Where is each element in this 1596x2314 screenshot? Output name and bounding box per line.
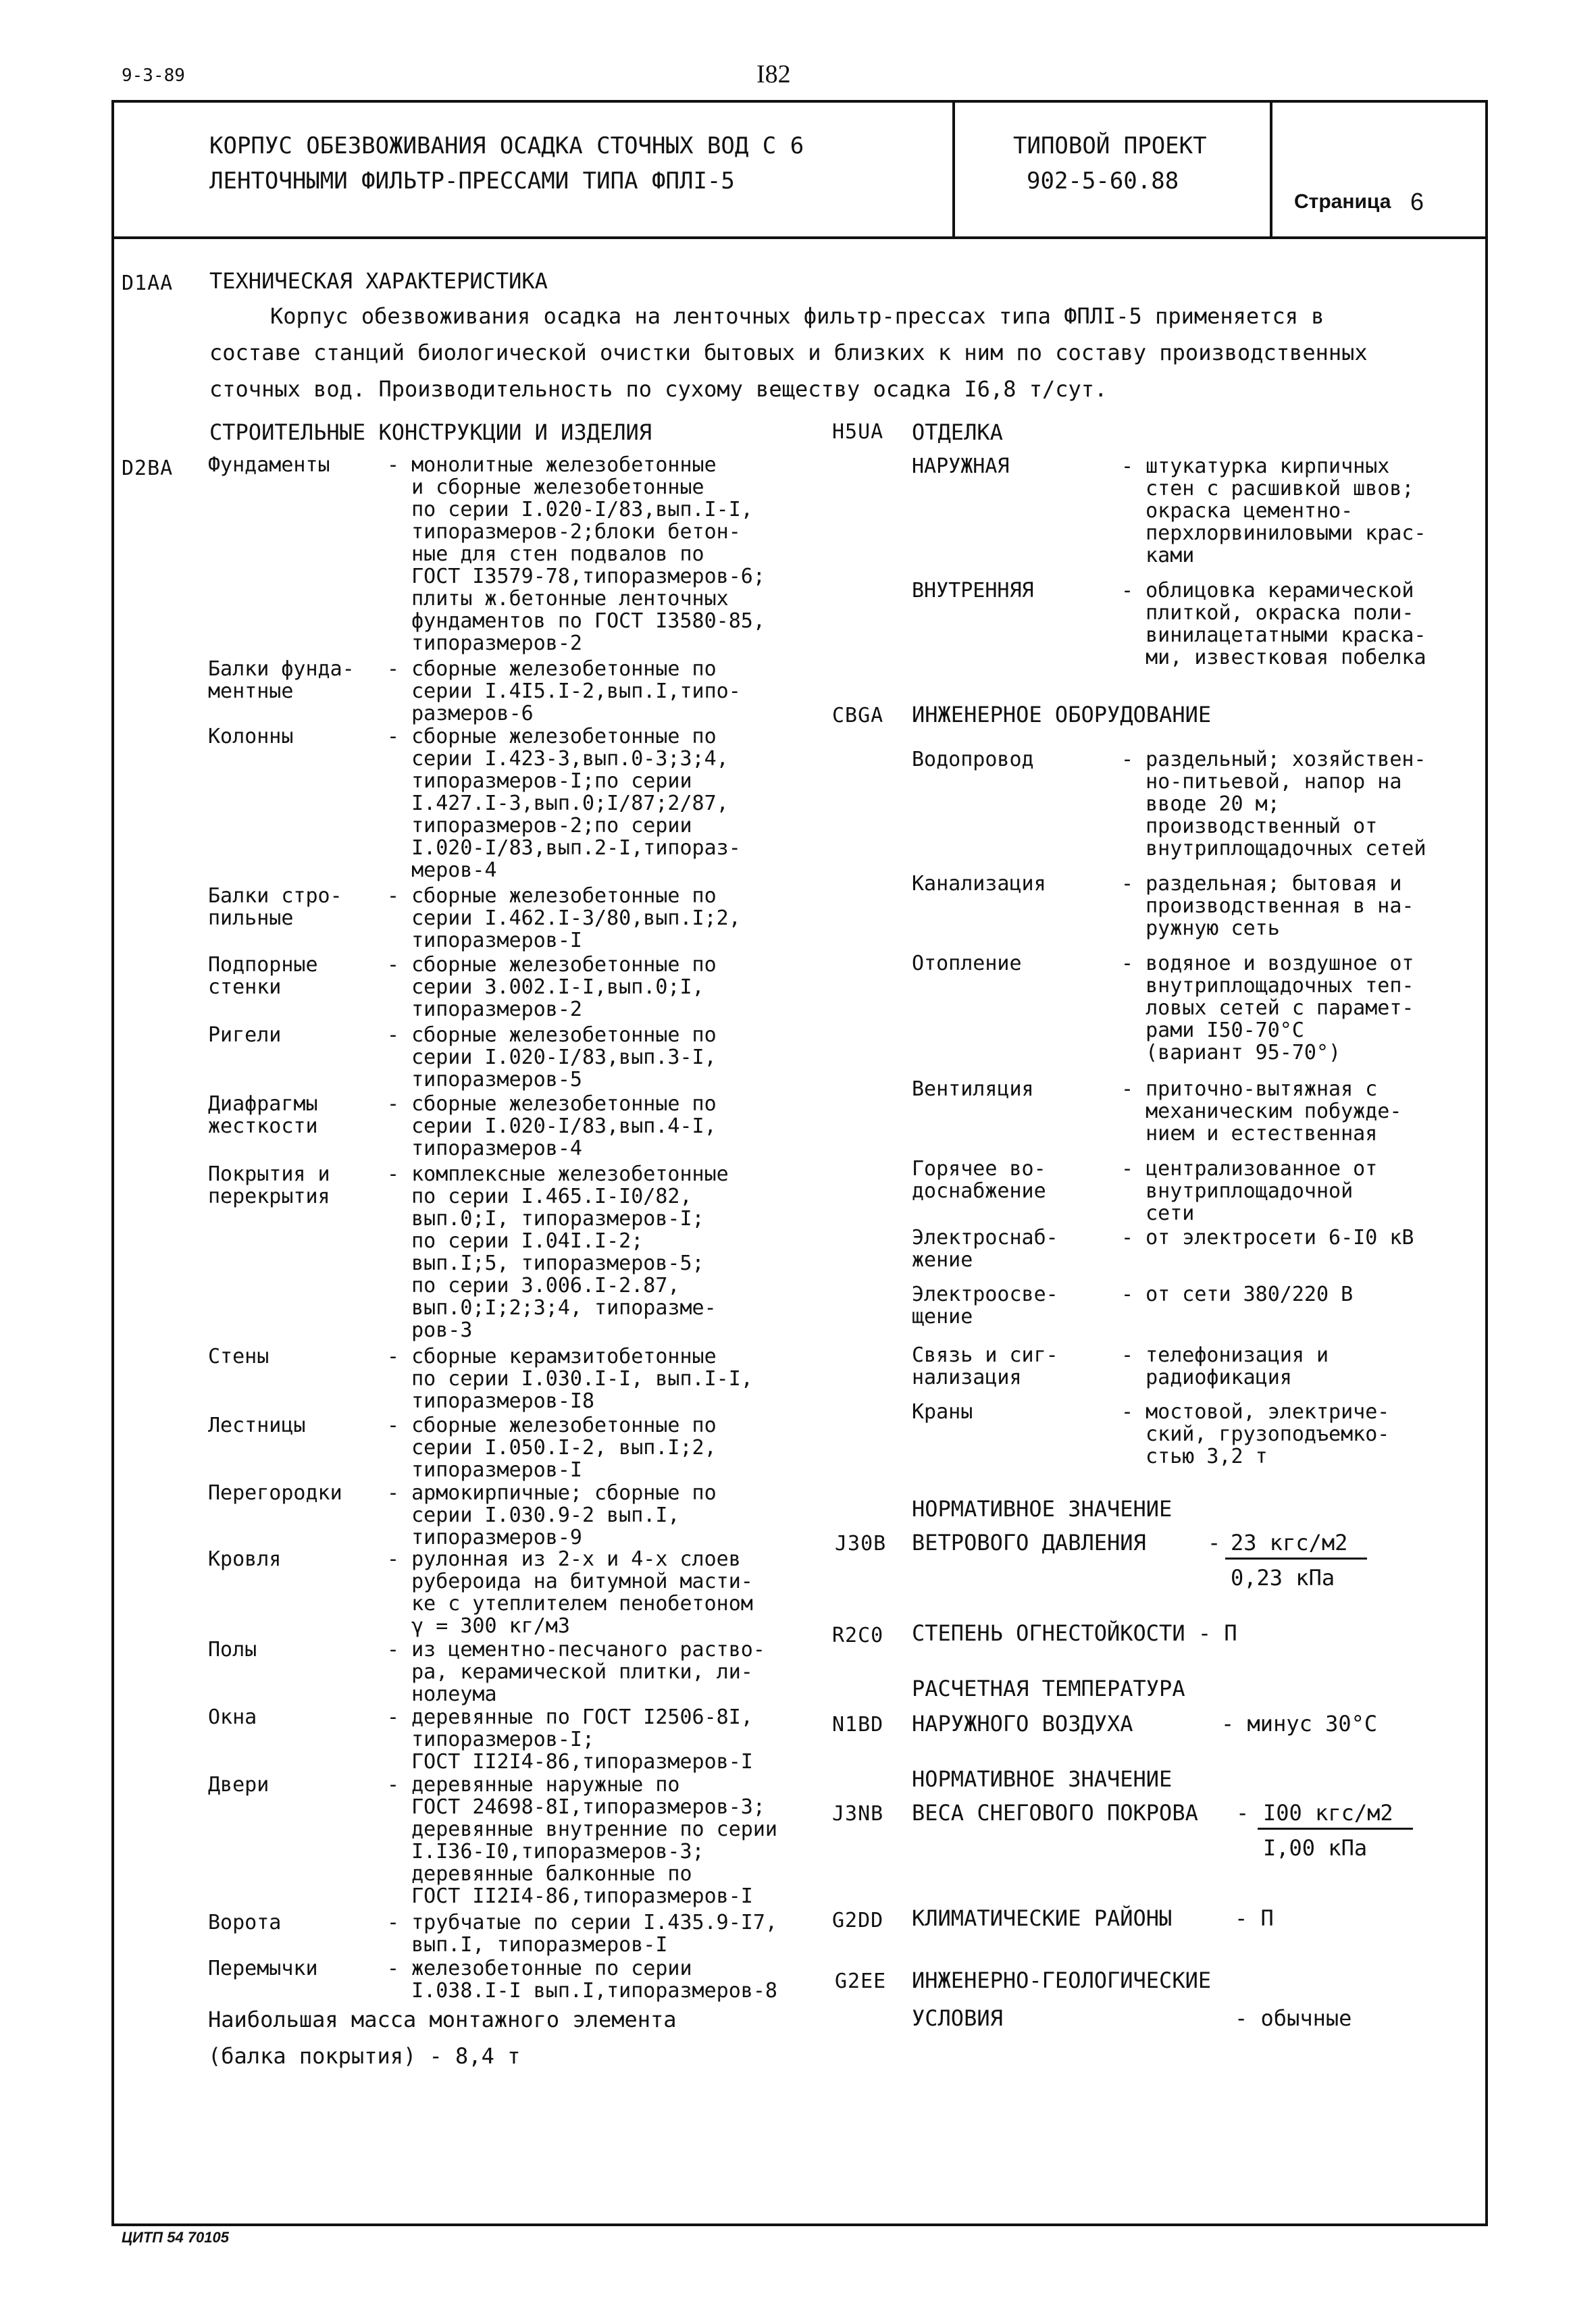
sheet-number: 6 (1410, 188, 1424, 215)
item-description: - раздельный; хозяйствен- но-питьевой, напор на вводе 20 м; производственный от внутриплощадочных сетей (1121, 748, 1426, 860)
engineering-heading: ИНЖЕНЕРНОЕ ОБОРУДОВАНИЕ (912, 702, 1212, 727)
item-description: - сборные железобетонные по серии I.050.I-2, вып.I;2, типоразмеров-I (387, 1414, 717, 1482)
engineering-code: CBGA (832, 704, 884, 727)
item-name: Краны (912, 1400, 973, 1424)
item-description: - деревянные наружные по ГОСТ 24698-8I,типоразмеров-3; деревянные внутренние по серии I.I36-I0,типоразмеров-3; деревянные балконные по ГОСТ II2I4-86,типоразмеров-I (387, 1773, 777, 1908)
item-name: Кровля (208, 1547, 282, 1571)
item-name: Канализация (912, 872, 1046, 896)
item-description: - водяное и воздушное от внутриплощадочных теп- ловых сетей с парамет- рами I50-70°С (вариант 95-70°) (1121, 952, 1414, 1064)
item-description: - из цементно-песчаного раство- ра, керамической плитки, ли- нолеума (387, 1638, 765, 1706)
item-name: Электроснаб- жение (912, 1226, 1058, 1272)
item-name: Вентиляция (912, 1077, 1034, 1101)
header-col-divider-2 (1270, 100, 1272, 239)
item-description: - сборные железобетонные по серии I.020-I/83,вып.4-I, типоразмеров-4 (387, 1092, 717, 1160)
item-name: Покрытия и перекрытия (208, 1162, 330, 1208)
item-name: Балки фунда- ментные (208, 657, 355, 703)
document-code: 9-3-89 (122, 66, 185, 86)
item-name: Стены (208, 1345, 269, 1368)
temperature-label-2: НАРУЖНОГО ВОЗДУХА (912, 1711, 1133, 1737)
snow-fraction-bar (1258, 1828, 1413, 1830)
wind-code: J30B (835, 1532, 887, 1555)
finish-code: H5UA (832, 420, 884, 444)
header-title-line1: КОРПУС ОБЕЗВОЖИВАНИЯ ОСАДКА СТОЧНЫХ ВОД С 6 (209, 132, 804, 159)
snow-label-2: ВЕСА СНЕГОВОГО ПОКРОВА (912, 1800, 1198, 1826)
item-description: - монолитные железобетонные и сборные железобетонные по серии I.020-I/83,вып.I-I, типоразмеров-2;блоки бетон- ные для стен подвалов по ГОСТ I3579-78,типоразмеров-6; плиты ж.бетонные ленточных фундаментов по ГОСТ I3580-85, типоразмеров-2 (387, 453, 765, 655)
temperature-value: - минус 30°С (1221, 1711, 1378, 1737)
item-description: - облицовка керамической плиткой, окраска поли- винилацетатными краска- ми, известковая побелка (1121, 579, 1426, 669)
item-name: Электроосве- щение (912, 1283, 1058, 1329)
header-col-divider-1 (952, 100, 955, 239)
structures-code: D2BA (122, 457, 174, 480)
item-name: Лестницы (208, 1414, 306, 1437)
item-name: Колонны (208, 725, 294, 748)
wind-fraction-bar (1225, 1558, 1367, 1560)
item-description: - сборные керамзитобетонные по серии I.030.I-I, вып.I-I, типоразмеров-I8 (387, 1345, 753, 1413)
item-name: Подпорные стенки (208, 953, 318, 999)
item-description: - армокирпичные; сборные по серии I.030.9-2 вып.I, типоразмеров-9 (387, 1481, 717, 1549)
item-description: - сборные железобетонные по серии I.423-3,вып.0-3;3;4, типоразмеров-I;по серии I.427.I-3,вып.0;I/87;2/87, типоразмеров-2;по серии I.020-I/83,вып.2-I,типораз- меров-4 (387, 725, 741, 882)
item-name: Перегородки (208, 1481, 342, 1505)
item-name: Связь и сиг- нализация (912, 1343, 1058, 1389)
climate-code: G2DD (832, 1909, 884, 1932)
temperature-code: N1BD (832, 1713, 884, 1737)
geology-label-2: УСЛОВИЯ (912, 2005, 1003, 2031)
item-name: Окна (208, 1705, 257, 1729)
tech-line-1: Корпус обезвоживания осадка на ленточных фильтр-прессах типа ФПЛI-5 применяется в (270, 303, 1324, 329)
climate-value: - П (1235, 1905, 1274, 1931)
item-name: Перемычки (208, 1957, 318, 1980)
item-description: - раздельная; бытовая и производственная в на- ружную сеть (1121, 872, 1414, 940)
item-name: ВНУТРЕННЯЯ (912, 579, 1034, 602)
snow-value-numerator: I00 кгс/м2 (1263, 1800, 1393, 1826)
max-mass-line2: (балка покрытия) - 8,4 т (208, 2043, 521, 2069)
item-name: Полы (208, 1638, 257, 1662)
tech-code: D1AA (122, 272, 174, 295)
project-label: ТИПОВОЙ ПРОЕКТ (1013, 132, 1207, 159)
item-description: - трубчатые по серии I.435.9-I7, вып.I, типоразмеров-I (387, 1911, 777, 1957)
item-description: - телефонизация и радиофикация (1121, 1343, 1329, 1389)
item-description: - мостовой, электриче- ский, грузоподъемко- стью 3,2 т (1121, 1400, 1390, 1468)
project-number: 902-5-60.88 (1027, 168, 1179, 195)
snow-value-denominator: I,00 кПа (1263, 1835, 1368, 1861)
item-description: - комплексные железобетонные по серии I.465.I-I0/82, вып.0;I, типоразмеров-I; по серии I.04I.I-2; вып.I;5, типоразмеров-5; по серии 3.006.I-2.87, вып.0;I;2;3;4, типоразме- ров-3 (387, 1162, 729, 1342)
snow-dash: - (1236, 1800, 1250, 1826)
fire-code: R2C0 (832, 1624, 884, 1647)
item-description: - от электросети 6-I0 кВ (1121, 1226, 1414, 1250)
item-name: Диафрагмы жесткости (208, 1092, 318, 1138)
item-name: Ворота (208, 1911, 282, 1934)
item-name: Двери (208, 1773, 269, 1797)
structures-heading: СТРОИТЕЛЬНЫЕ КОНСТРУКЦИИ И ИЗДЕЛИЯ (209, 419, 652, 445)
fire-label: СТЕПЕНЬ ОГНЕСТОЙКОСТИ - П (912, 1620, 1237, 1646)
header-divider (111, 236, 1488, 239)
item-name: Балки стро- пильные (208, 884, 342, 930)
item-name: Отопление (912, 952, 1022, 975)
header-title-line2: ЛЕНТОЧНЫМИ ФИЛЬТР-ПРЕССАМИ ТИПА ФПЛI-5 (209, 168, 735, 195)
item-description: - штукатурка кирпичных стен с расшивкой швов; окраска цементно- перхлорвиниловыми крас- ками (1121, 455, 1426, 567)
item-description: - железобетонные по серии I.038.I-I вып.I,типоразмеров-8 (387, 1957, 777, 2003)
footer-stamp: ЦИТП 54 70105 (122, 2229, 229, 2246)
item-name: Ригели (208, 1023, 282, 1047)
wind-label-1: НОРМАТИВНОЕ ЗНАЧЕНИЕ (912, 1496, 1173, 1522)
item-name: Горячее во- доснабжение (912, 1157, 1046, 1203)
wind-label-2: ВЕТРОВОГО ДАВЛЕНИЯ (912, 1530, 1146, 1555)
temperature-label-1: РАСЧЕТНАЯ ТЕМПЕРАТУРА (912, 1676, 1185, 1701)
tech-heading: ТЕХНИЧЕСКАЯ ХАРАКТЕРИСТИКА (209, 268, 548, 294)
tech-line-3: сточных вод. Производительность по сухому веществу осадка I6,8 т/сут. (209, 376, 1108, 402)
item-description: - рулонная из 2-х и 4-х слоев рубероида на битумной масти- ке с утеплителем пенобетоном γ = 300 кг/м3 (387, 1547, 753, 1638)
geology-value: - обычные (1235, 2005, 1352, 2031)
item-name: Фундаменты (208, 453, 330, 477)
item-description: - сборные железобетонные по серии I.020-I/83,вып.3-I, типоразмеров-5 (387, 1023, 717, 1091)
wind-dash: - (1208, 1530, 1221, 1555)
item-description: - приточно-вытяжная с механическим побужде- нием и естественная (1121, 1077, 1402, 1146)
item-description: - сборные железобетонные по серии I.462.I-3/80,вып.I;2, типоразмеров-I (387, 884, 741, 952)
climate-label: КЛИМАТИЧЕСКИЕ РАЙОНЫ (912, 1905, 1173, 1931)
wind-value-numerator: 23 кгс/м2 (1231, 1530, 1348, 1555)
item-name: Водопровод (912, 748, 1034, 771)
geology-code: G2EE (835, 1970, 887, 1993)
geology-label-1: ИНЖЕНЕРНО-ГЕОЛОГИЧЕСКИЕ (912, 1968, 1212, 1993)
sheet-label: Страница (1294, 190, 1391, 213)
page-number: I82 (756, 60, 791, 88)
snow-code: J3NB (832, 1802, 884, 1826)
item-description: - сборные железобетонные по серии 3.002.I-I,вып.0;I, типоразмеров-2 (387, 953, 717, 1021)
item-name: НАРУЖНАЯ (912, 455, 1010, 478)
max-mass-line1: Наибольшая масса монтажного элемента (208, 2007, 677, 2032)
wind-value-denominator: 0,23 кПа (1231, 1565, 1335, 1591)
item-description: - сборные железобетонные по серии I.4I5.I-2,вып.I,типо- размеров-6 (387, 657, 741, 725)
item-description: - деревянные по ГОСТ I2506-8I, типоразмеров-I; ГОСТ II2I4-86,типоразмеров-I (387, 1705, 753, 1774)
snow-label-1: НОРМАТИВНОЕ ЗНАЧЕНИЕ (912, 1766, 1173, 1792)
tech-line-2: составе станций биологической очистки бытовых и близких к ним по составу производственных (209, 340, 1368, 365)
item-description: - от сети 380/220 В (1121, 1283, 1354, 1306)
finish-heading: ОТДЕЛКА (912, 419, 1003, 445)
item-description: - централизованное от внутриплощадочной сети (1121, 1157, 1378, 1225)
